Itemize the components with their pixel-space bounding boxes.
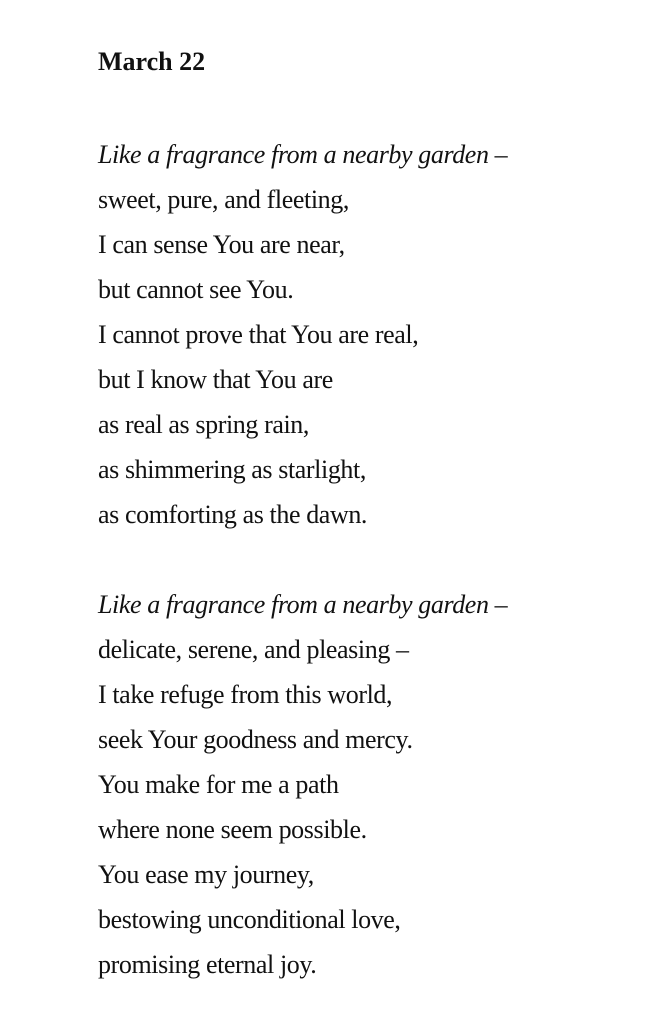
poem-line: as comforting as the dawn. bbox=[98, 500, 368, 529]
stanza-1-refrain bbox=[98, 132, 638, 177]
poem-line: delicate, serene, and pleasing – bbox=[98, 635, 409, 664]
poem-line: I take refuge from this world, bbox=[98, 680, 393, 709]
poem-line: sweet, pure, and fleeting, bbox=[98, 185, 349, 214]
refrain-dash: – bbox=[488, 140, 508, 169]
poem-line: I can sense You are near, bbox=[98, 230, 345, 259]
poem-line: where none seem possible. bbox=[98, 815, 367, 844]
poem-line: You make for me a path bbox=[98, 770, 339, 799]
refrain-dash: – bbox=[488, 590, 508, 619]
poem-line: bestowing unconditional love, bbox=[98, 905, 401, 934]
stanza-1 bbox=[98, 132, 638, 537]
poem-line: You ease my journey, bbox=[98, 860, 314, 889]
poem-line: but I know that You are bbox=[98, 365, 333, 394]
stanza-2-refrain bbox=[98, 582, 638, 627]
stanza-2 bbox=[98, 582, 638, 987]
poem-page bbox=[98, 42, 638, 987]
poem-line: promising eternal joy. bbox=[98, 950, 317, 979]
poem-line: as real as spring rain, bbox=[98, 410, 310, 439]
refrain-italic-text: Like a fragrance from a nearby garden bbox=[98, 140, 489, 169]
poem-line: seek Your goodness and mercy. bbox=[98, 725, 413, 754]
refrain-italic-text: Like a fragrance from a nearby garden bbox=[98, 590, 489, 619]
poem-title: March 22 bbox=[98, 47, 206, 76]
poem-line: I cannot prove that You are real, bbox=[98, 320, 419, 349]
poem-line: as shimmering as starlight, bbox=[98, 455, 366, 484]
poem-line: but cannot see You. bbox=[98, 275, 294, 304]
